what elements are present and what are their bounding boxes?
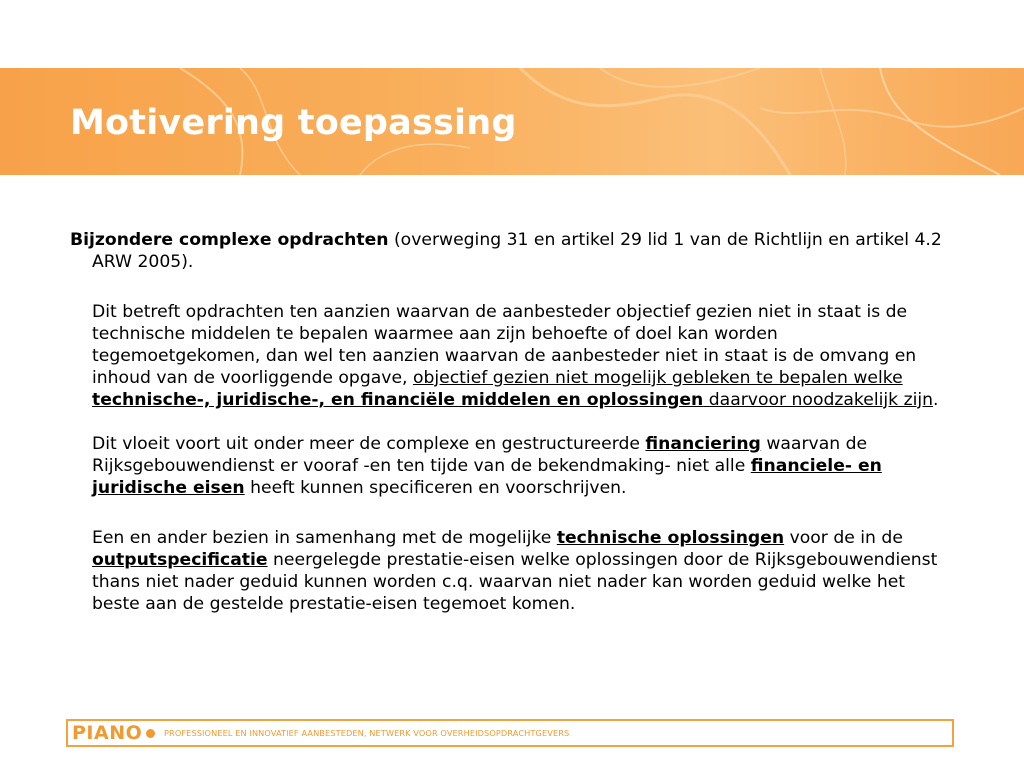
- paragraph-definition: [70, 301, 950, 411]
- paragraph-financing: [70, 433, 950, 499]
- para1-end: .: [933, 390, 939, 410]
- intro-heading: Bijzondere complexe opdrachten: [70, 230, 389, 250]
- footer-bar: [66, 719, 954, 747]
- para1-emphasis: technische-, juridische-, en financiële middelen en oplossingen: [92, 390, 704, 410]
- slide-body: [70, 229, 950, 615]
- paragraph-solutions: [70, 527, 950, 615]
- para2-text-2: waarvan de Rijksgebouwendienst er vooraf -en ten tijde van de bekendmaking- niet alle: [92, 434, 868, 476]
- piano-logo: PIANO: [72, 722, 143, 744]
- para2-text-1: Dit vloeit voort uit onder meer de complexe en gestructureerde: [92, 434, 646, 454]
- para3-emphasis-1: technische oplossingen: [556, 528, 785, 548]
- para1-underline-2: daarvoor noodzakelijk zijn: [703, 390, 934, 410]
- para1-text: Dit betreft opdrachten ten aanzien waarvan de aanbesteder objectief gezien niet in staat is de technische middelen te bepalen waarmee aan zijn behoefte of doel kan worden tegemoetgekomen, dan wel ten aanzien waarvan de aanbesteder niet in staat is de omvang en inhoud van de voorliggende opgave,: [92, 302, 917, 388]
- para3-text-2: voor de in de: [784, 528, 903, 548]
- para1-underline-1: objectief gezien niet mogelijk gebleken te bepalen welke: [412, 368, 903, 388]
- para2-emphasis-1: financiering: [645, 434, 761, 454]
- footer-tagline: PROFESSIONEEL EN INNOVATIEF AANBESTEDEN, NETWERK VOOR OVERHEIDSOPDRACHTGEVERS: [164, 728, 570, 738]
- intro-reference: (overweging 31 en artikel 29 lid 1 van de Richtlijn en artikel 4.2 ARW 2005).: [92, 230, 942, 272]
- para3-text-1: Een en ander bezien in samenhang met de mogelijke: [92, 528, 557, 548]
- para3-emphasis-2: outputspecificatie: [92, 550, 268, 570]
- para2-text-3: heeft kunnen specificeren en voorschrijven.: [244, 478, 627, 498]
- para2-emphasis-2: financiele- en juridische eisen: [92, 456, 882, 498]
- para3-text-3: neergelegde prestatie-eisen welke oplossingen door de Rijksgebouwendienst thans niet nader geduid kunnen worden c.q. waarvan niet nader kan worden geduid welke het beste aan de gestelde prestatie-eisen tegemoet komen.: [92, 550, 938, 614]
- logo-dot-icon: [146, 729, 155, 738]
- page-title: Motivering toepassing: [70, 103, 517, 143]
- intro-paragraph: [70, 229, 950, 273]
